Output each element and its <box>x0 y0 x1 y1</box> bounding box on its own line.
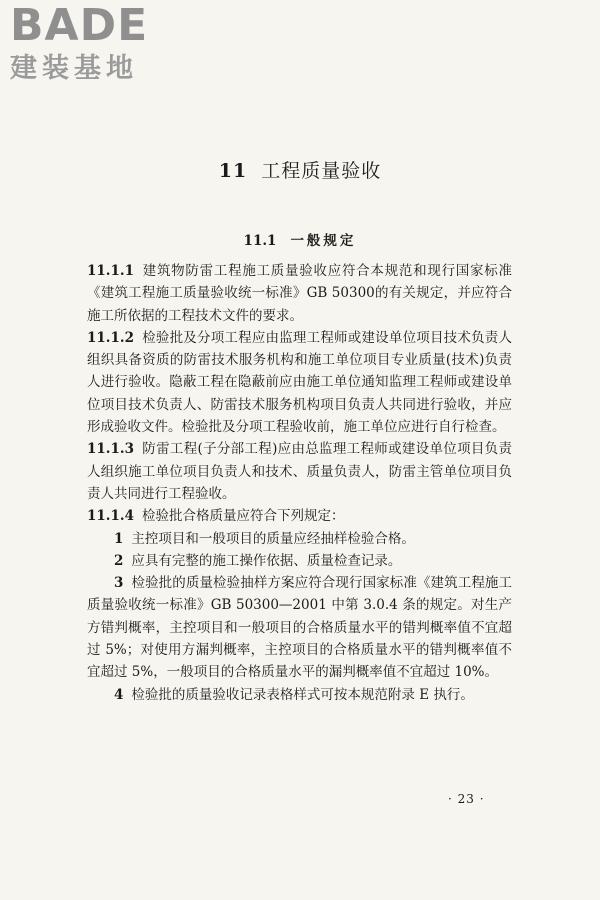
item-text: 主控项目和一般项目的质量应经抽样检验合格。 <box>131 530 415 547</box>
item-number: 1 <box>114 530 124 547</box>
chapter-title <box>0 156 600 183</box>
section-title-text: 一般规定 <box>290 233 357 249</box>
list-item-3 <box>87 572 512 683</box>
logo-wordmark: BADE <box>10 0 149 51</box>
item-number: 4 <box>114 686 124 703</box>
clause-number: 11.1.4 <box>87 508 134 525</box>
clause-text: 防雷工程(子分部工程)应由总监理工程师或建设单位项目负责人组织施工单位项目负责人和技术、质量负责人，防雷主管单位项目负责人共同进行工程验收。 <box>87 441 512 502</box>
clause-number: 11.1.2 <box>87 329 134 346</box>
item-number: 3 <box>114 575 124 592</box>
section-number: 11.1 <box>243 233 277 249</box>
logo-subtitle: 建装基地 <box>10 53 138 84</box>
clause-text: 建筑物防雷工程施工质量验收应符合本规范和现行国家标准《建筑工程施工质量验收统一标准》GB 50300的有关规定，并应符合施工所依据的工程技术文件的要求。 <box>87 263 512 324</box>
clause-11-1-3 <box>87 438 512 505</box>
item-text: 检验批的质量检验抽样方案应符合现行国家标准《建筑工程施工质量验收统一标准》GB 50300—2001 中第 3.0.4 条的规定。对生产方错判概率，主控项目和一般项目的合格质量水平的错判概率值不宜超过 5%；对使用方漏判概率，主控项目的合格质量水平的错判概率值不宜超过 5%，一般项目的合格质量水平的漏判概率值不宜超过 10%。 <box>87 575 512 681</box>
item-text: 应具有完整的施工操作依据、质量检查记录。 <box>131 552 402 569</box>
item-number: 2 <box>114 552 124 569</box>
clause-text: 检验批合格质量应符合下列规定： <box>141 508 345 525</box>
brand-logo <box>10 0 180 84</box>
list-item-4 <box>87 684 512 706</box>
chapter-number: 11 <box>218 160 248 182</box>
clause-text: 检验批及分项工程应由监理工程师或建设单位项目技术负责人组织具备资质的防雷技术服务机构和施工单位项目专业质量(技术)负责人进行验收。隐蔽工程在隐蔽前应由施工单位通知监理工程师或建设单位项目技术负责人、防雷技术服务机构项目负责人共同进行验收，并应形成验收文件。检验批及分项工程验收前，施工单位应进行自行检查。 <box>87 329 512 436</box>
clause-number: 11.1.1 <box>87 263 134 279</box>
page-number: · 23 · <box>448 792 485 806</box>
clause-11-1-4 <box>87 505 512 527</box>
section-title <box>0 229 600 249</box>
item-text: 检验批的质量验收记录表格样式可按本规范附录 E 执行。 <box>131 686 474 703</box>
document-body <box>87 260 512 706</box>
clause-11-1-1 <box>87 260 512 327</box>
list-item-2 <box>87 550 512 572</box>
chapter-title-text: 工程质量验收 <box>261 160 382 182</box>
clause-11-1-2 <box>87 327 512 438</box>
list-item-1 <box>87 528 512 550</box>
clause-number: 11.1.3 <box>87 441 134 458</box>
